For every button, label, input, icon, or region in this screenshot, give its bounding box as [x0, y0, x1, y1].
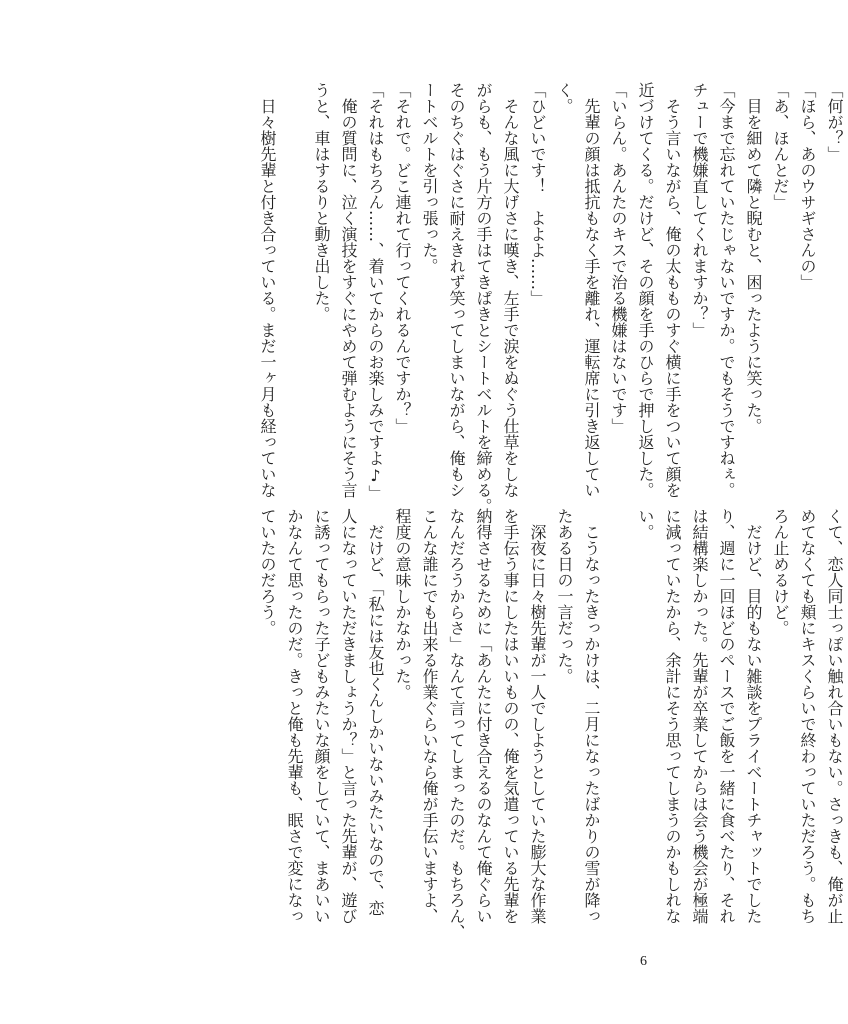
text-line: に誘ってもらった子どもみたいな顔をしていて、まあいい [312, 508, 331, 924]
text-line: 近づけてくる。だけど、その顔を手のひらで押し返した。 [636, 82, 655, 498]
text-line: 深夜に日々樹先輩が一人でしようとしていた膨大な作業 [528, 508, 547, 924]
text-line: たある日の一言だった。 [555, 508, 574, 684]
text-line: チューで機嫌直してくれますか？」 [690, 82, 709, 338]
text-line: 「いらん。あんたのキスで治る機嫌はないです」 [609, 82, 628, 434]
text-line: なんだろうからさ」なんて言ってしまったのだ。もちろん、 [447, 508, 466, 940]
text-line: かなんて思ったのだ。きっと俺も先輩も、眠さで変になっ [285, 508, 304, 924]
text-line: 「ひどいです！ よよよ……」 [528, 82, 547, 306]
text-line: ートベルトを引っ張った。 [420, 82, 439, 274]
text-line: がらも、もう片方の手はてきぱきとシートベルトを締める。 [474, 82, 493, 514]
text-line: ろん止めるけど。 [771, 508, 790, 636]
text-block-top [133, 82, 848, 514]
text-line: 目を細めて隣と睨むと、困ったように笑った。 [744, 82, 763, 434]
text-line: めてなくても頬にキスくらいで終わっていただろう。もち [798, 508, 817, 924]
text-line: 「それで。どこ連れて行ってくれるんですか？」 [393, 82, 412, 434]
text-line: 程度の意味しかなかった。 [393, 508, 412, 700]
text-line: 「ほら、あのウサギさんの」 [798, 82, 817, 290]
text-line: こうなったきっかけは、二月になったばかりの雪が降っ [582, 508, 601, 924]
text-line: り、週に一回ほどのペースでご飯を一緒に食べたり、それ [717, 508, 736, 924]
text-line: だけど、目的もない雑談をプライベートチャットでした [744, 508, 763, 924]
text-line: い。 [636, 508, 655, 540]
text-line: うと、車はするりと動き出した。 [312, 82, 331, 322]
text-line: そんな風に大げさに嘆き、左手で涙をぬぐう仕草をしな [501, 82, 520, 498]
text-line: 「あ、ほんとだ」 [771, 82, 790, 210]
text-line: ていたのだろう。 [258, 508, 277, 636]
text-line: 「何が？」 [825, 82, 844, 162]
text-line: こんな誰にでも出来る作業ぐらいなら俺が手伝いますよ、 [420, 508, 439, 924]
text-line: 納得させるために「あんたに付き合えるのなんて俺ぐらい [474, 508, 493, 924]
text-line: に減っていたから、余計にそう思ってしまうのかもしれな [663, 508, 682, 924]
text-line: 俺の質問に、泣く演技をすぐにやめて弾むようにそう言 [339, 82, 358, 498]
text-line: 先輩の顔は抵抗もなく手を離れ、運転席に引き返してい [582, 82, 601, 498]
page-number: 6 [640, 954, 647, 969]
text-line: く。 [555, 82, 574, 114]
text-line: そのちぐはぐさに耐えきれず笑ってしまいながら、俺もシ [447, 82, 466, 498]
text-line: 人になっていただきましょうか？」と言った先輩が、遊び [339, 508, 358, 924]
text-block-bottom [133, 508, 848, 940]
text-line [605, 508, 632, 913]
text-line: を手伝う事にしたはいいものの、俺を気遣っている先輩を [501, 508, 520, 924]
text-line [281, 82, 308, 487]
text-line: は結構楽しかった。先輩が卒業してからは会う機会が極端 [690, 508, 709, 924]
text-line: だけど、「私には友也くんしかいないみたいなので、恋 [366, 508, 385, 916]
text-line: そう言いながら、俺の太もものすぐ横に手をついて顔を [663, 82, 682, 498]
text-line: くて、恋人同士っぽい触れ合いもない。さっきも、俺が止 [825, 508, 844, 924]
text-line: 「それはもちろん……、着いてからのお楽しみですよ♪」 [366, 82, 385, 501]
text-line: 日々樹先輩と付き合っている。まだ一ヶ月も経っていな [258, 82, 277, 498]
text-line: 「今まで忘れていたじゃないですか。でもそうですねぇ。 [717, 82, 736, 498]
